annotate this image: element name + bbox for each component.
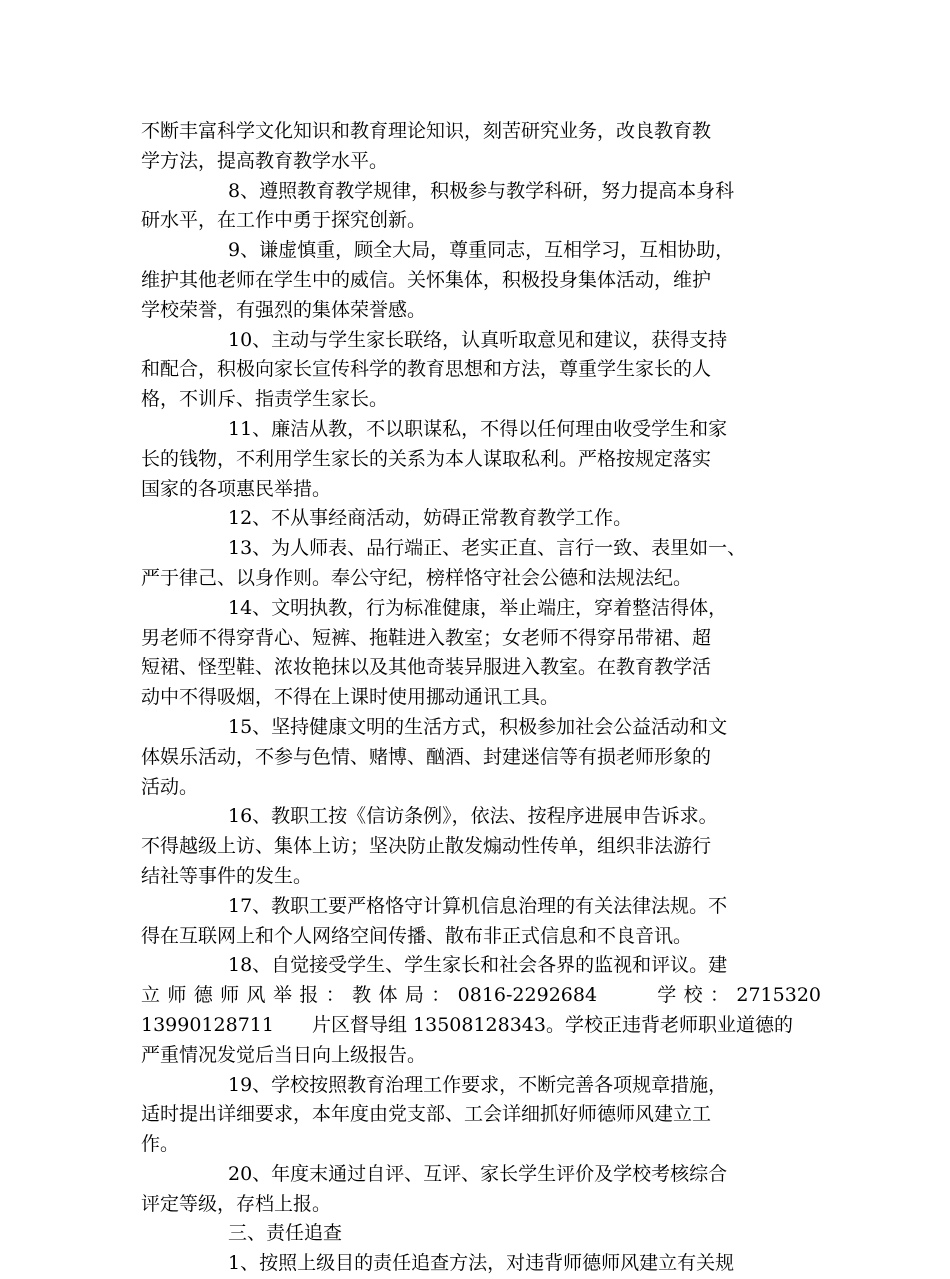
text-line: 不得越级上访、集体上访；坚决防止散发煽动性传单，组织非法游行 (141, 835, 712, 858)
text-line: 18、自觉接受学生、学生家长和社会各界的监视和评议。建 (228, 954, 728, 977)
text-line: 结社等事件的发生。 (141, 864, 313, 887)
text-line: 维护其他老师在学生中的威信。关怀集体，积极投身集体活动，维护 (141, 268, 712, 291)
text-line: 作。 (141, 1133, 180, 1156)
text-line: 适时提出详细要求，本年度由党支部、工会详细抓好师德师风建立工 (141, 1103, 712, 1126)
text-line: 和配合，积极向家长宣传科学的教育思想和方法，尊重学生家长的人 (141, 358, 712, 381)
text-line: 动中不得吸烟，不得在上课时使用挪动通讯工具。 (141, 686, 560, 709)
document-body (141, 117, 821, 1279)
text-line: 不断丰富科学文化知识和教育理论知识，刻苦研究业务，改良教育教 (141, 120, 712, 142)
text-line: 学校荣誉，有强烈的集体荣誉感。 (141, 298, 427, 321)
text-line: 13990128711 片区督导组 13508128343。学校正违背老师职业道德的 (141, 1013, 793, 1036)
text-line: 学方法，提高教育教学水平。 (141, 149, 389, 172)
text-line: 格，不训斥、指责学生家长。 (141, 388, 389, 411)
text-line: 体娱乐活动，不参与色情、赌博、酗酒、封建迷信等有损老师形象的 (141, 745, 712, 768)
text-line: 20、年度末通过自评、互评、家长学生评价及学校考核综合 (228, 1162, 728, 1185)
text-line: 研水平，在工作中勇于探究创新。 (141, 209, 427, 232)
text-line: 8、遵照教育教学规律，积极参与教学科研，努力提高本身科 (228, 179, 735, 202)
text-line: 严重情况发觉后当日向上级报告。 (141, 1043, 427, 1066)
text-line: 13、为人师表、品行端正、老实正直、言行一致、表里如一、 (228, 537, 747, 560)
text-line: 16、教职工按《信访条例》，依法、按程序进展申告诉求。 (228, 805, 718, 828)
text-line: 1、按照上级目的责任追查方法，对违背师德师风建立有关规 (228, 1252, 735, 1275)
text-line: 长的钱物，不利用学生家长的关系为本人谋取私利。严格按规定落实 (141, 447, 712, 470)
text-line: 男老师不得穿背心、短裤、拖鞋进入教室；女老师不得穿吊带裙、超 (141, 626, 712, 649)
text-line: 17、教职工要严格恪守计算机信息治理的有关法律法规。不 (228, 894, 728, 917)
text-line: 短裙、怪型鞋、浓妆艳抹以及其他奇装异服进入教室。在教育教学活 (141, 656, 712, 679)
text-line: 评定等级，存档上报。 (141, 1192, 332, 1215)
section-heading: 三、责任追查 (228, 1222, 343, 1245)
text-line: 15、坚持健康文明的生活方式，积极参加社会公益活动和文 (228, 715, 728, 738)
text-line: 11、廉洁从教，不以职谋私，不得以任何理由收受学生和家 (228, 417, 728, 440)
text-line: 10、主动与学生家长联络，认真听取意见和建议，获得支持 (228, 328, 728, 351)
text-line: 立师德师风举报：教体局：0816-2292684 学校：2715320 (141, 984, 821, 1007)
text-line: 14、文明执教，行为标准健康，举止端庄，穿着整洁得体， (228, 596, 728, 619)
text-line: 活动。 (141, 775, 199, 798)
text-line: 严于律己、以身作则。奉公守纪，榜样恪守社会公德和法规法纪。 (141, 566, 693, 589)
text-line: 国家的各项惠民举措。 (141, 477, 332, 500)
text-line: 得在互联网上和个人网络空间传播、散布非正式信息和不良音讯。 (141, 924, 693, 947)
text-line: 19、学校按照教育治理工作要求，不断完善各项规章措施， (228, 1073, 728, 1096)
text-line: 9、谦虚慎重，顾全大局，尊重同志，互相学习，互相协助， (228, 239, 735, 262)
text-line: 12、不从事经商活动，妨碍正常教育教学工作。 (228, 507, 633, 530)
